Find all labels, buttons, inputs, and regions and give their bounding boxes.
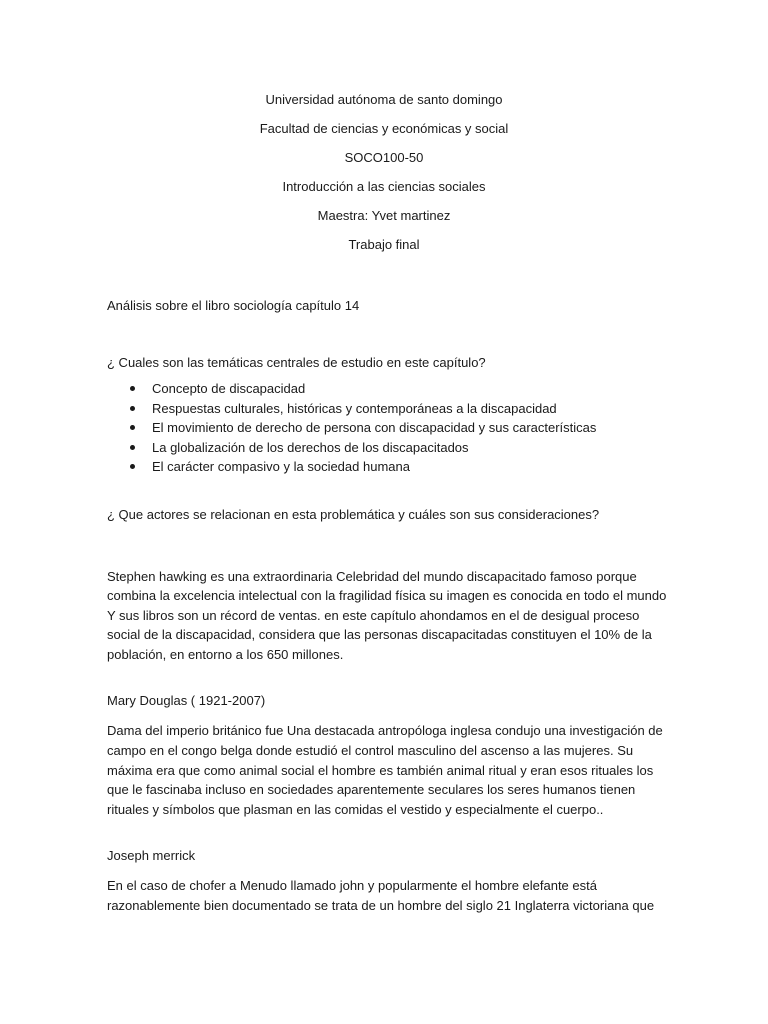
course-code: SOCO100-50 (344, 150, 424, 165)
merrick-paragraph: En el caso de chofer a Menudo llamado john y popularmente el hombre elefante está razonablemente bien documentado se trata de un hombre del siglo 21 Inglaterra victoriana que (107, 878, 655, 914)
university-name: Universidad autónoma de santo domingo (265, 92, 503, 107)
document-body (107, 296, 667, 916)
merrick-heading: Joseph merrick (107, 848, 196, 864)
analysis-subtitle: Análisis sobre el libro sociología capítulo 14 (107, 298, 360, 313)
course-name: Introducción a las ciencias sociales (282, 179, 486, 194)
faculty-name: Facultad de ciencias y económicas y social (259, 121, 509, 136)
list-item: Respuestas culturales, históricas y contemporáneas a la discapacidad (107, 399, 667, 419)
title-block (0, 90, 768, 264)
douglas-paragraph: Dama del imperio británico fue Una destacada antropóloga inglesa condujo una investigación de campo en el congo belga donde estudió el control masculino del ascenso a las mujeres. Su máxima era que como animal social el hombre es también animal ritual y eran esos rituales los que le fascinaba incluso en sociedades aparentemente seculares los seres humanos tienen rituales y símbolos que plasman en las comidas el vestido y especialmente el cuerpo.. (107, 723, 663, 817)
assignment-title: Trabajo final (348, 237, 420, 252)
question-themes: ¿ Cuales son las temáticas centrales de estudio en este capítulo? (107, 355, 486, 370)
list-item: El carácter compasivo y la sociedad humana (107, 457, 667, 477)
douglas-heading: Mary Douglas ( 1921-2007) (107, 693, 266, 709)
question-actors: ¿ Que actores se relacionan en esta problemática y cuáles son sus consideraciones? (107, 506, 600, 522)
hawking-paragraph: Stephen hawking es una extraordinaria Celebridad del mundo discapacitado famoso porque combina la excelencia intelectual con la fragilidad física su imagen es conocida en todo el mundo Y sus libros son un récord de ventas. en este capítulo ahondamos en el de desigual proceso social de la discapacidad, considera que las personas discapacitadas constituyen el 10% de la población, en entorno a los 650 millones. (107, 568, 667, 662)
list-item: Concepto de discapacidad (107, 379, 667, 399)
teacher-name: Maestra: Yvet martinez (317, 208, 451, 223)
list-item: El movimiento de derecho de persona con discapacidad y sus características (107, 418, 667, 438)
list-item: La globalización de los derechos de los discapacitados (107, 438, 667, 458)
topics-list (107, 379, 667, 477)
